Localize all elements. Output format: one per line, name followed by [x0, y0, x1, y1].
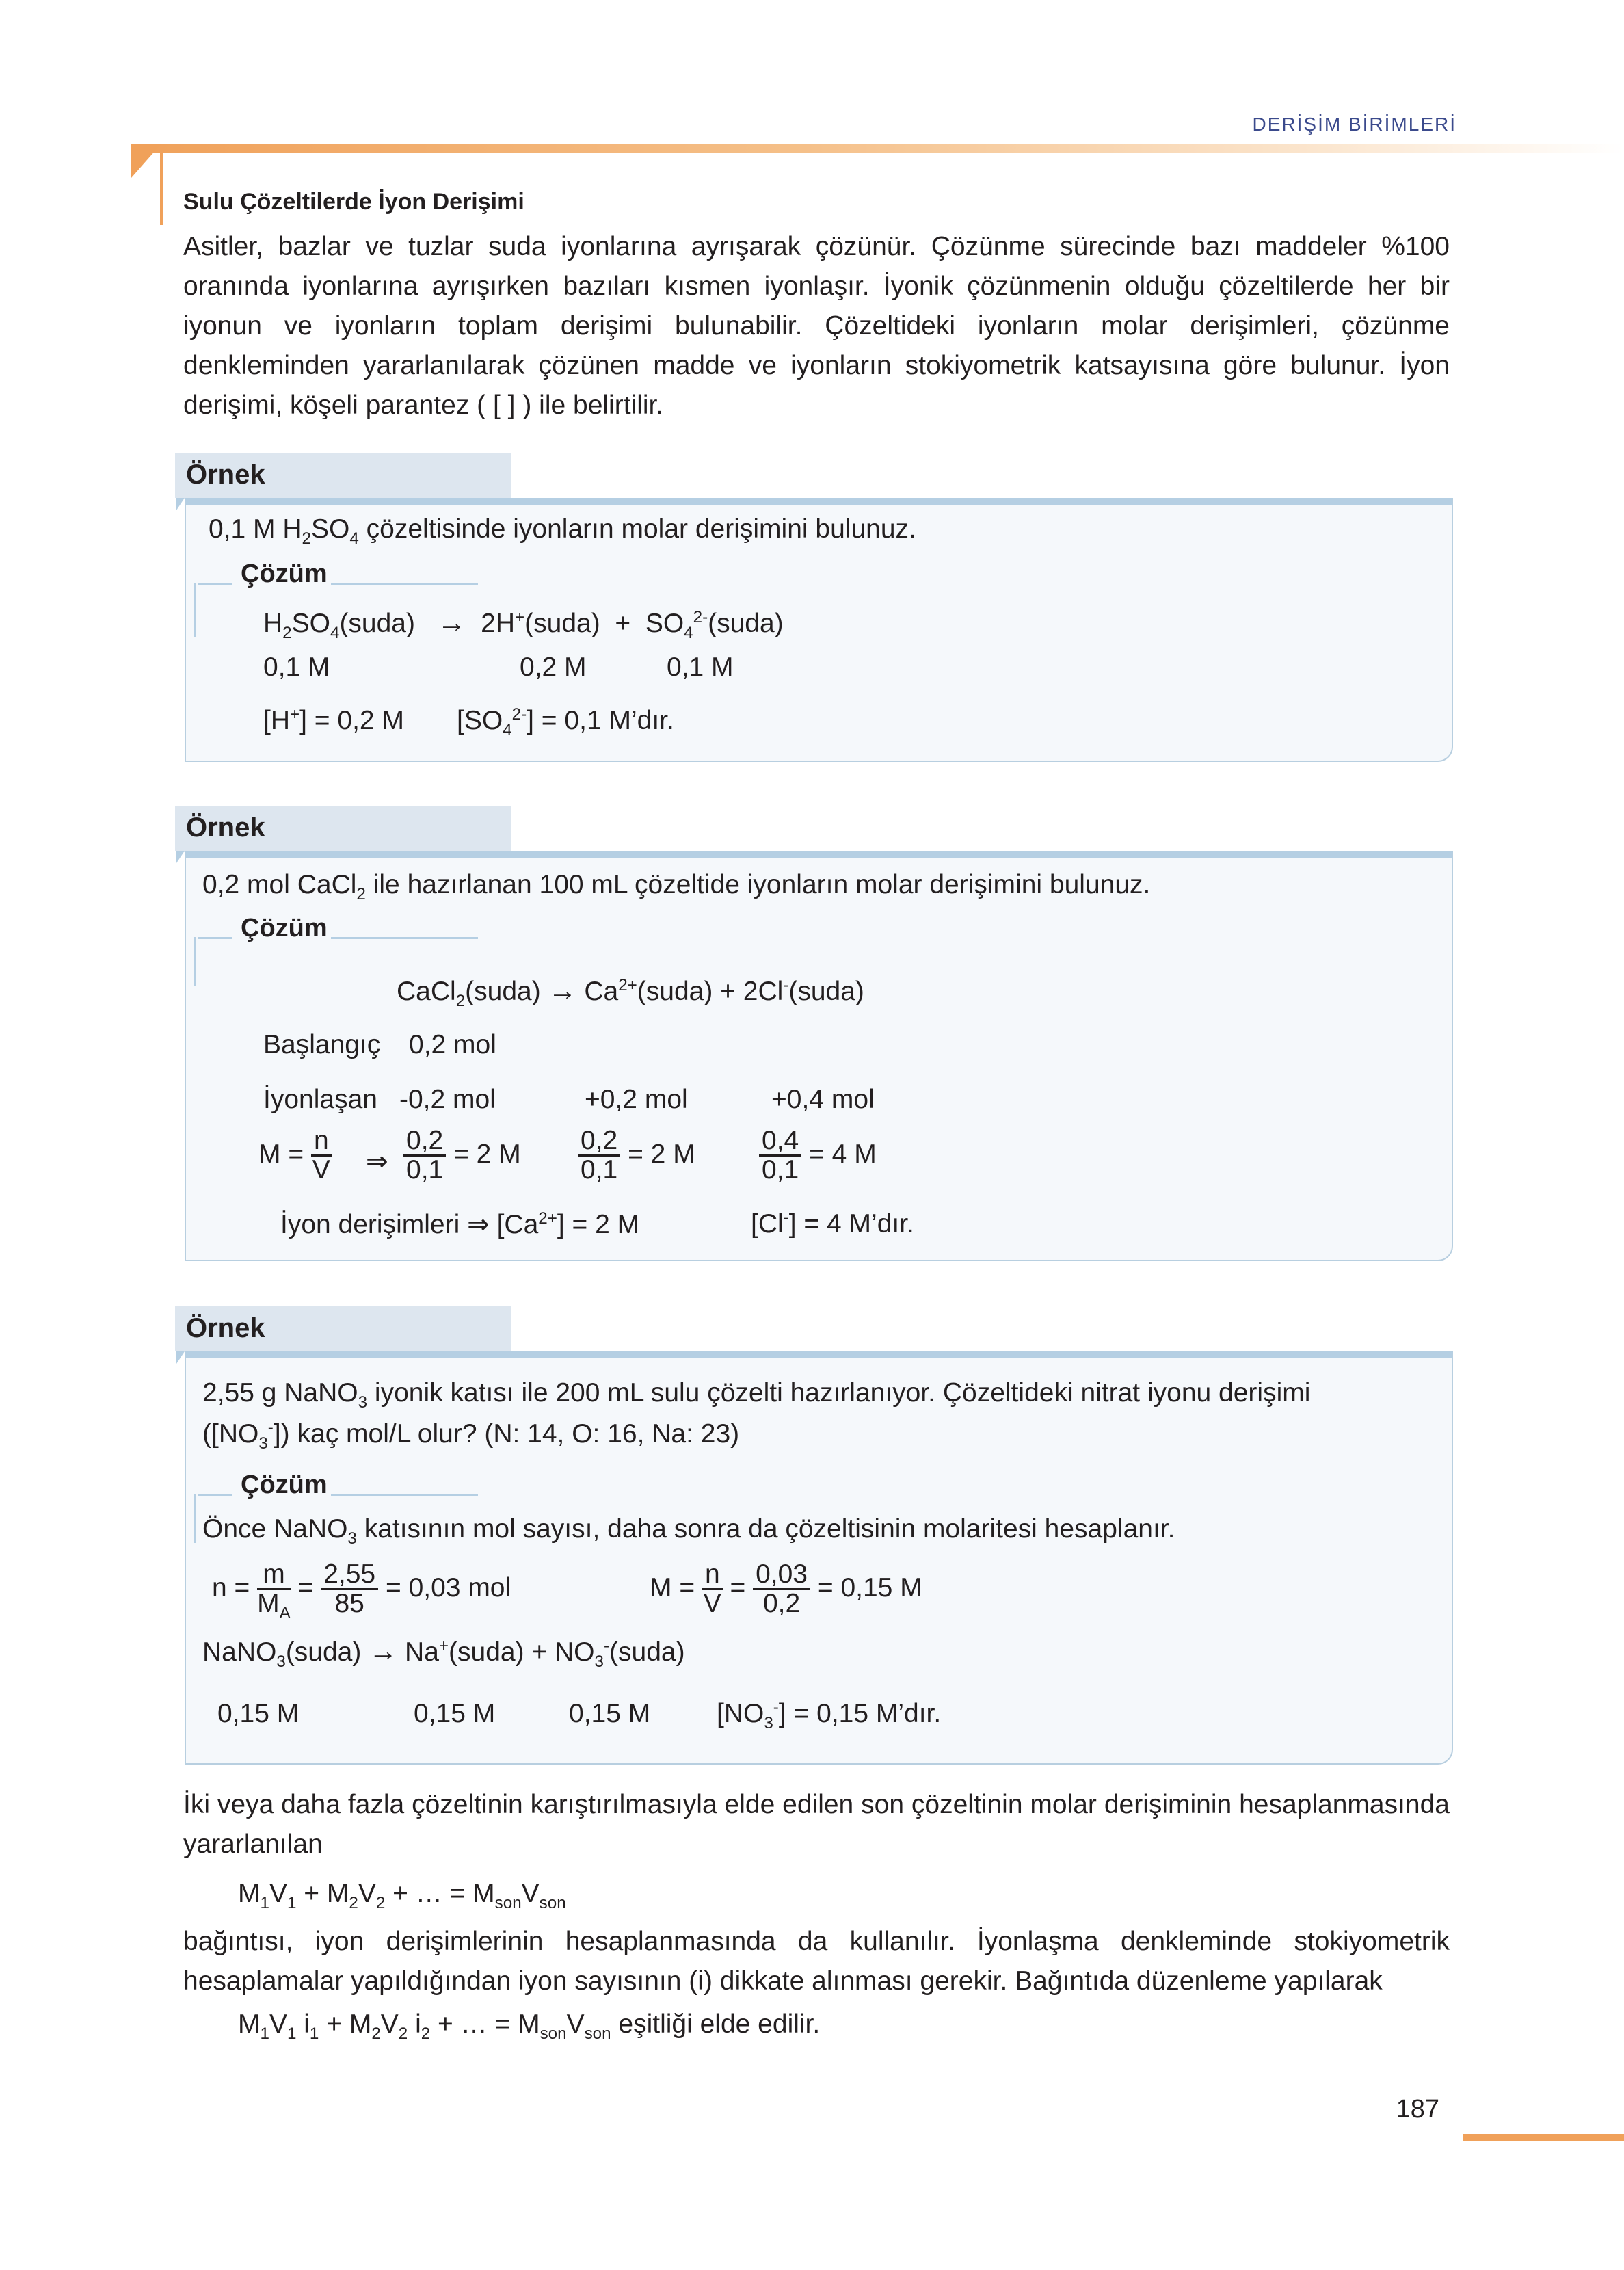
- example-label: Örnek: [186, 813, 265, 843]
- running-header: DERİŞİM BİRİMLERİ: [1252, 114, 1456, 135]
- ex1-result-so4: $[SO_4^{2-}] = 0,1$ M’dır.: [457, 705, 674, 739]
- footer-decor-bar: [1463, 2134, 1624, 2141]
- ex1-conc-2: 0,2 M: [520, 652, 587, 682]
- solution-label: Çözüm: [241, 559, 328, 588]
- ex1-conc-3: 0,1 M: [667, 652, 734, 682]
- solution-line-right: [331, 937, 478, 939]
- ex2-start-label: Başlangıç: [263, 1030, 381, 1059]
- solution-vert-line: [194, 1494, 196, 1543]
- mixing-formula-1: $M_1V_1 + M_2V_2$ + … = $M_{son}V_{son}$: [238, 1879, 566, 1912]
- page-number: 187: [1396, 2095, 1439, 2124]
- example-notch: [176, 851, 185, 863]
- example-1-tab: [175, 453, 511, 498]
- ex3-conc-2: 0,15 M: [414, 1699, 496, 1728]
- example-label: Örnek: [186, 1313, 265, 1343]
- ex3-molarity-calc: M = $\frac{n}{V}$ = $\frac{0,03}{0,2}$ = 0,15 M: [650, 1559, 922, 1618]
- header-decor-bar: [131, 144, 1624, 153]
- example-label: Örnek: [186, 460, 265, 490]
- solution-line-right: [331, 583, 478, 585]
- ex3-solution-text: Önce NaNO$_3$ katısının mol sayısı, daha sonra da çözeltisinin molaritesi hesaplanır.: [202, 1514, 1175, 1548]
- ex2-frac-3: $\frac{0,4}{0,1}$ = 4 M: [759, 1127, 877, 1184]
- ex3-conc-1: 0,15 M: [217, 1699, 299, 1728]
- ex2-final-cl: [Cl-] = 4 M’dır.: [751, 1209, 914, 1239]
- solution-line-right: [331, 1494, 478, 1496]
- ex3-mol-calc: n = $\frac{m}{M_A}$ = $\frac{2,55}{85}$ = 0,03 mol: [212, 1559, 511, 1622]
- ex2-final-ca: İyon derişimleri ⇒ $[Ca^{2+}] = 2$ M: [280, 1209, 640, 1239]
- ex1-conc-1: 0,1 M: [263, 652, 330, 682]
- solution-line-left: [198, 583, 232, 585]
- ex3-result: $[NO_3^-] = 0,15$ M’dır.: [717, 1698, 942, 1732]
- solution-label: Çözüm: [241, 1470, 328, 1499]
- ex2-molarity-formula: M = $\frac{n}{V}$: [258, 1126, 330, 1185]
- example-notch: [176, 498, 185, 510]
- example-notch: [176, 1351, 185, 1364]
- example-3-tab: [175, 1306, 511, 1351]
- solution-vert-line: [194, 937, 196, 986]
- solution-line-left: [198, 1494, 232, 1496]
- closing-paragraph-1: İki veya daha fazla çözeltinin karıştırılmasıyla elde edilen son çözeltinin molar derişiminin hesaplanmasında yararlanılan: [183, 1790, 1450, 1859]
- ex2-question: 0,2 mol CaCl$_2$ ile hazırlanan 100 mL çözeltide iyonların molar derişimini bulunuz.: [202, 870, 1151, 903]
- ex2-frac-2: $\frac{0,2}{0,1}$ = 2 M: [578, 1127, 695, 1184]
- closing-paragraph-2: bağıntısı, iyon derişimlerinin hesaplanmasında da kullanılır. İyonlaşma denkleminde stokiyometrik hesaplamalar yapıldığından iyon sayısının (i) dikkate alınması gerekir. Bağıntıda düzenleme yapılarak: [183, 1927, 1450, 1996]
- example-2-tab: [175, 806, 511, 851]
- ex3-question-line2: $([NO_3^-])$ kaç mol/L olur? (N: 14, O: 16, Na: 23): [202, 1418, 740, 1453]
- section-title: Sulu Çözeltilerde İyon Derişimi: [183, 189, 524, 215]
- intro-paragraph: Asitler, bazlar ve tuzlar suda iyonlarına ayrışarak çözünür. Çözünme sürecinde bazı maddeler %100 oranında iyonlarına ayrışırken bazıları kısmen iyonlaşır. İyonik çözünmenin olduğu çözeltilerde her bir iyonun ve iyonların toplam derişimi bulunabilir. Çözeltideki iyonların molar derişimleri, çözünme denkleminden yararlanılarak çözünen madde ve iyonların stokiyometrik katsayısına göre bulunur. İyon derişimi, köşeli parantez ( [ ] ) ile belirtilir.: [183, 232, 1450, 420]
- ex1-equation: $H_2SO_4(suda)$ → 2H+(suda) + $SO_4^{2-}(suda)$: [263, 606, 784, 642]
- solution-vert-line: [194, 583, 196, 637]
- ex2-frac-1: $\frac{0,2}{0,1}$ = 2 M: [403, 1127, 521, 1184]
- ex1-result-h: [H+] = 0,2 M: [263, 705, 404, 735]
- ex3-conc-3: 0,15 M: [569, 1699, 651, 1728]
- ex2-ion-value-2: +0,2 mol: [585, 1085, 688, 1114]
- ex1-question: 0,1 M $H_2SO_4$ çözeltisinde iyonların molar derişimini bulunuz.: [209, 514, 916, 548]
- ex3-equation: NaNO$_3$(suda) → Na+(suda) + $NO_3^-(suda)$: [202, 1635, 685, 1671]
- ex2-equation: CaCl$_2$(suda) → $Ca^{2+}(suda)$ + 2Cl-(suda): [397, 974, 864, 1010]
- ex2-ion-label: İyonlaşan: [263, 1085, 377, 1114]
- ex2-ion-value-3: +0,4 mol: [771, 1085, 875, 1114]
- solution-line-left: [198, 937, 232, 939]
- header-corner: [131, 144, 161, 178]
- ex2-start-value: 0,2 mol: [409, 1030, 496, 1059]
- ex3-question-line1: 2,55 g NaNO$_3$ iyonik katısı ile 200 mL sulu çözelti hazırlanıyor. Çözeltideki nitrat iyonu derişimi: [202, 1378, 1311, 1412]
- mixing-formula-2: $M_1V_1$ $i_1 + M_2V_2$ $i_2$ + … = $M_{son}V_{son}$ eşitliği elde edilir.: [238, 2009, 821, 2043]
- ex2-ion-value-1: -0,2 mol: [399, 1085, 496, 1114]
- implies-arrow: ⇒: [366, 1147, 388, 1176]
- solution-label: Çözüm: [241, 914, 328, 942]
- section-marker-line: [160, 153, 163, 225]
